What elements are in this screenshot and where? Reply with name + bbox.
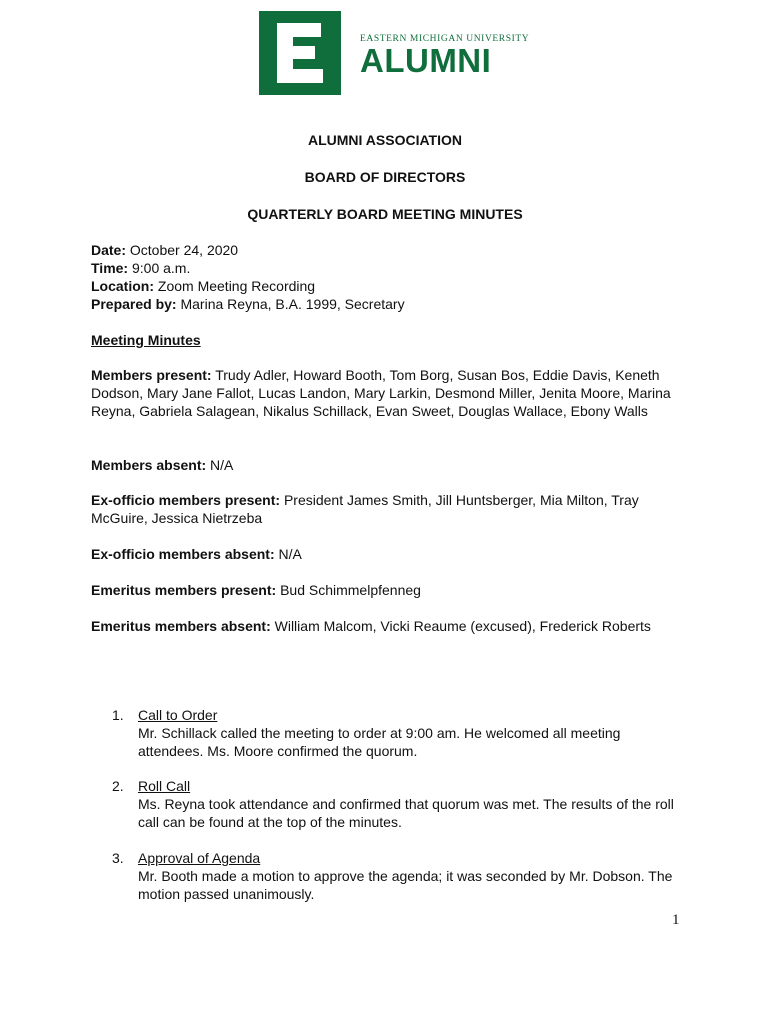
time-label: Time: — [91, 260, 129, 276]
exofficio-absent-label: Ex-officio members absent: — [91, 546, 275, 562]
date-label: Date: — [91, 242, 127, 258]
emu-alumni-logo — [259, 11, 529, 95]
emeritus-present-label: Emeritus members present: — [91, 582, 277, 598]
item-number: 1. — [112, 707, 124, 723]
members-present — [91, 366, 681, 420]
emeritus-absent-value: William Malcom, Vicki Reaume (excused), Frederick Roberts — [274, 618, 651, 634]
page-number: 1 — [672, 912, 680, 928]
meta-prepared — [91, 295, 405, 313]
item-text: Mr. Booth made a motion to approve the agenda; it was seconded by Mr. Dobson. The motion passed unanimously. — [138, 868, 673, 902]
prepared-label: Prepared by: — [91, 296, 177, 312]
location-label: Location: — [91, 278, 154, 294]
location-value: Zoom Meeting Recording — [157, 278, 316, 294]
meta-date — [91, 241, 238, 259]
members-present-label: Members present: — [91, 367, 212, 383]
time-value: 9:00 a.m. — [131, 260, 191, 276]
exofficio-absent-value: N/A — [278, 546, 302, 562]
exofficio-present — [91, 491, 681, 527]
item-number: 3. — [112, 850, 124, 866]
members-present-value: Trudy Adler, Howard Booth, Tom Borg, Susan Bos, Eddie Davis, Keneth Dodson, Mary Jane Fallot, Lucas Landon, Mary Larkin, Desmond Miller, Jenita Moore, Marina Reyna, Gabriela Salagean, Nikalus Schillack, Evan Sweet, Douglas Wallace, Ebony Walls — [91, 367, 671, 419]
members-absent — [91, 456, 681, 474]
exofficio-absent — [91, 545, 681, 563]
emeritus-present — [91, 581, 681, 599]
exofficio-present-label: Ex-officio members present: — [91, 492, 281, 508]
heading-board: BOARD OF DIRECTORS — [304, 169, 466, 185]
prepared-value: Marina Reyna, B.A. 1999, Secretary — [180, 296, 405, 312]
emeritus-absent-label: Emeritus members absent: — [91, 618, 271, 634]
item-title: Call to Order — [138, 707, 218, 723]
logo-mark — [259, 11, 341, 95]
agenda-item — [112, 706, 682, 760]
heading-association: ALUMNI ASSOCIATION — [308, 132, 462, 148]
members-absent-value: N/A — [210, 457, 234, 473]
heading-minutes: QUARTERLY BOARD MEETING MINUTES — [247, 206, 523, 222]
e-letter-icon — [277, 23, 325, 83]
members-absent-label: Members absent: — [91, 457, 207, 473]
section-title: Meeting Minutes — [91, 332, 201, 348]
emeritus-present-value: Bud Schimmelpfenneg — [280, 582, 421, 598]
item-text: Mr. Schillack called the meeting to order at 9:00 am. He welcomed all meeting attendees. Ms. Moore confirmed the quorum. — [138, 725, 621, 759]
item-number: 2. — [112, 778, 124, 794]
item-title: Approval of Agenda — [138, 850, 261, 866]
emeritus-absent — [91, 617, 681, 635]
date-value: October 24, 2020 — [129, 242, 239, 258]
meta-location — [91, 277, 315, 295]
meta-time — [91, 259, 190, 277]
item-text: Ms. Reyna took attendance and confirmed that quorum was met. The results of the roll call can be found at the top of the minutes. — [138, 796, 674, 830]
logo-university-name: EASTERN MICHIGAN UNIVERSITY — [360, 34, 530, 44]
agenda-item — [112, 777, 682, 831]
logo-wordmark — [360, 34, 530, 79]
item-title: Roll Call — [138, 778, 191, 794]
agenda-item — [112, 849, 682, 903]
exofficio-present-value: President James Smith, Jill Huntsberger, Mia Milton, Tray McGuire, Jessica Nietrzeba — [91, 492, 639, 526]
logo-alumni-word: ALUMNI — [360, 42, 492, 79]
